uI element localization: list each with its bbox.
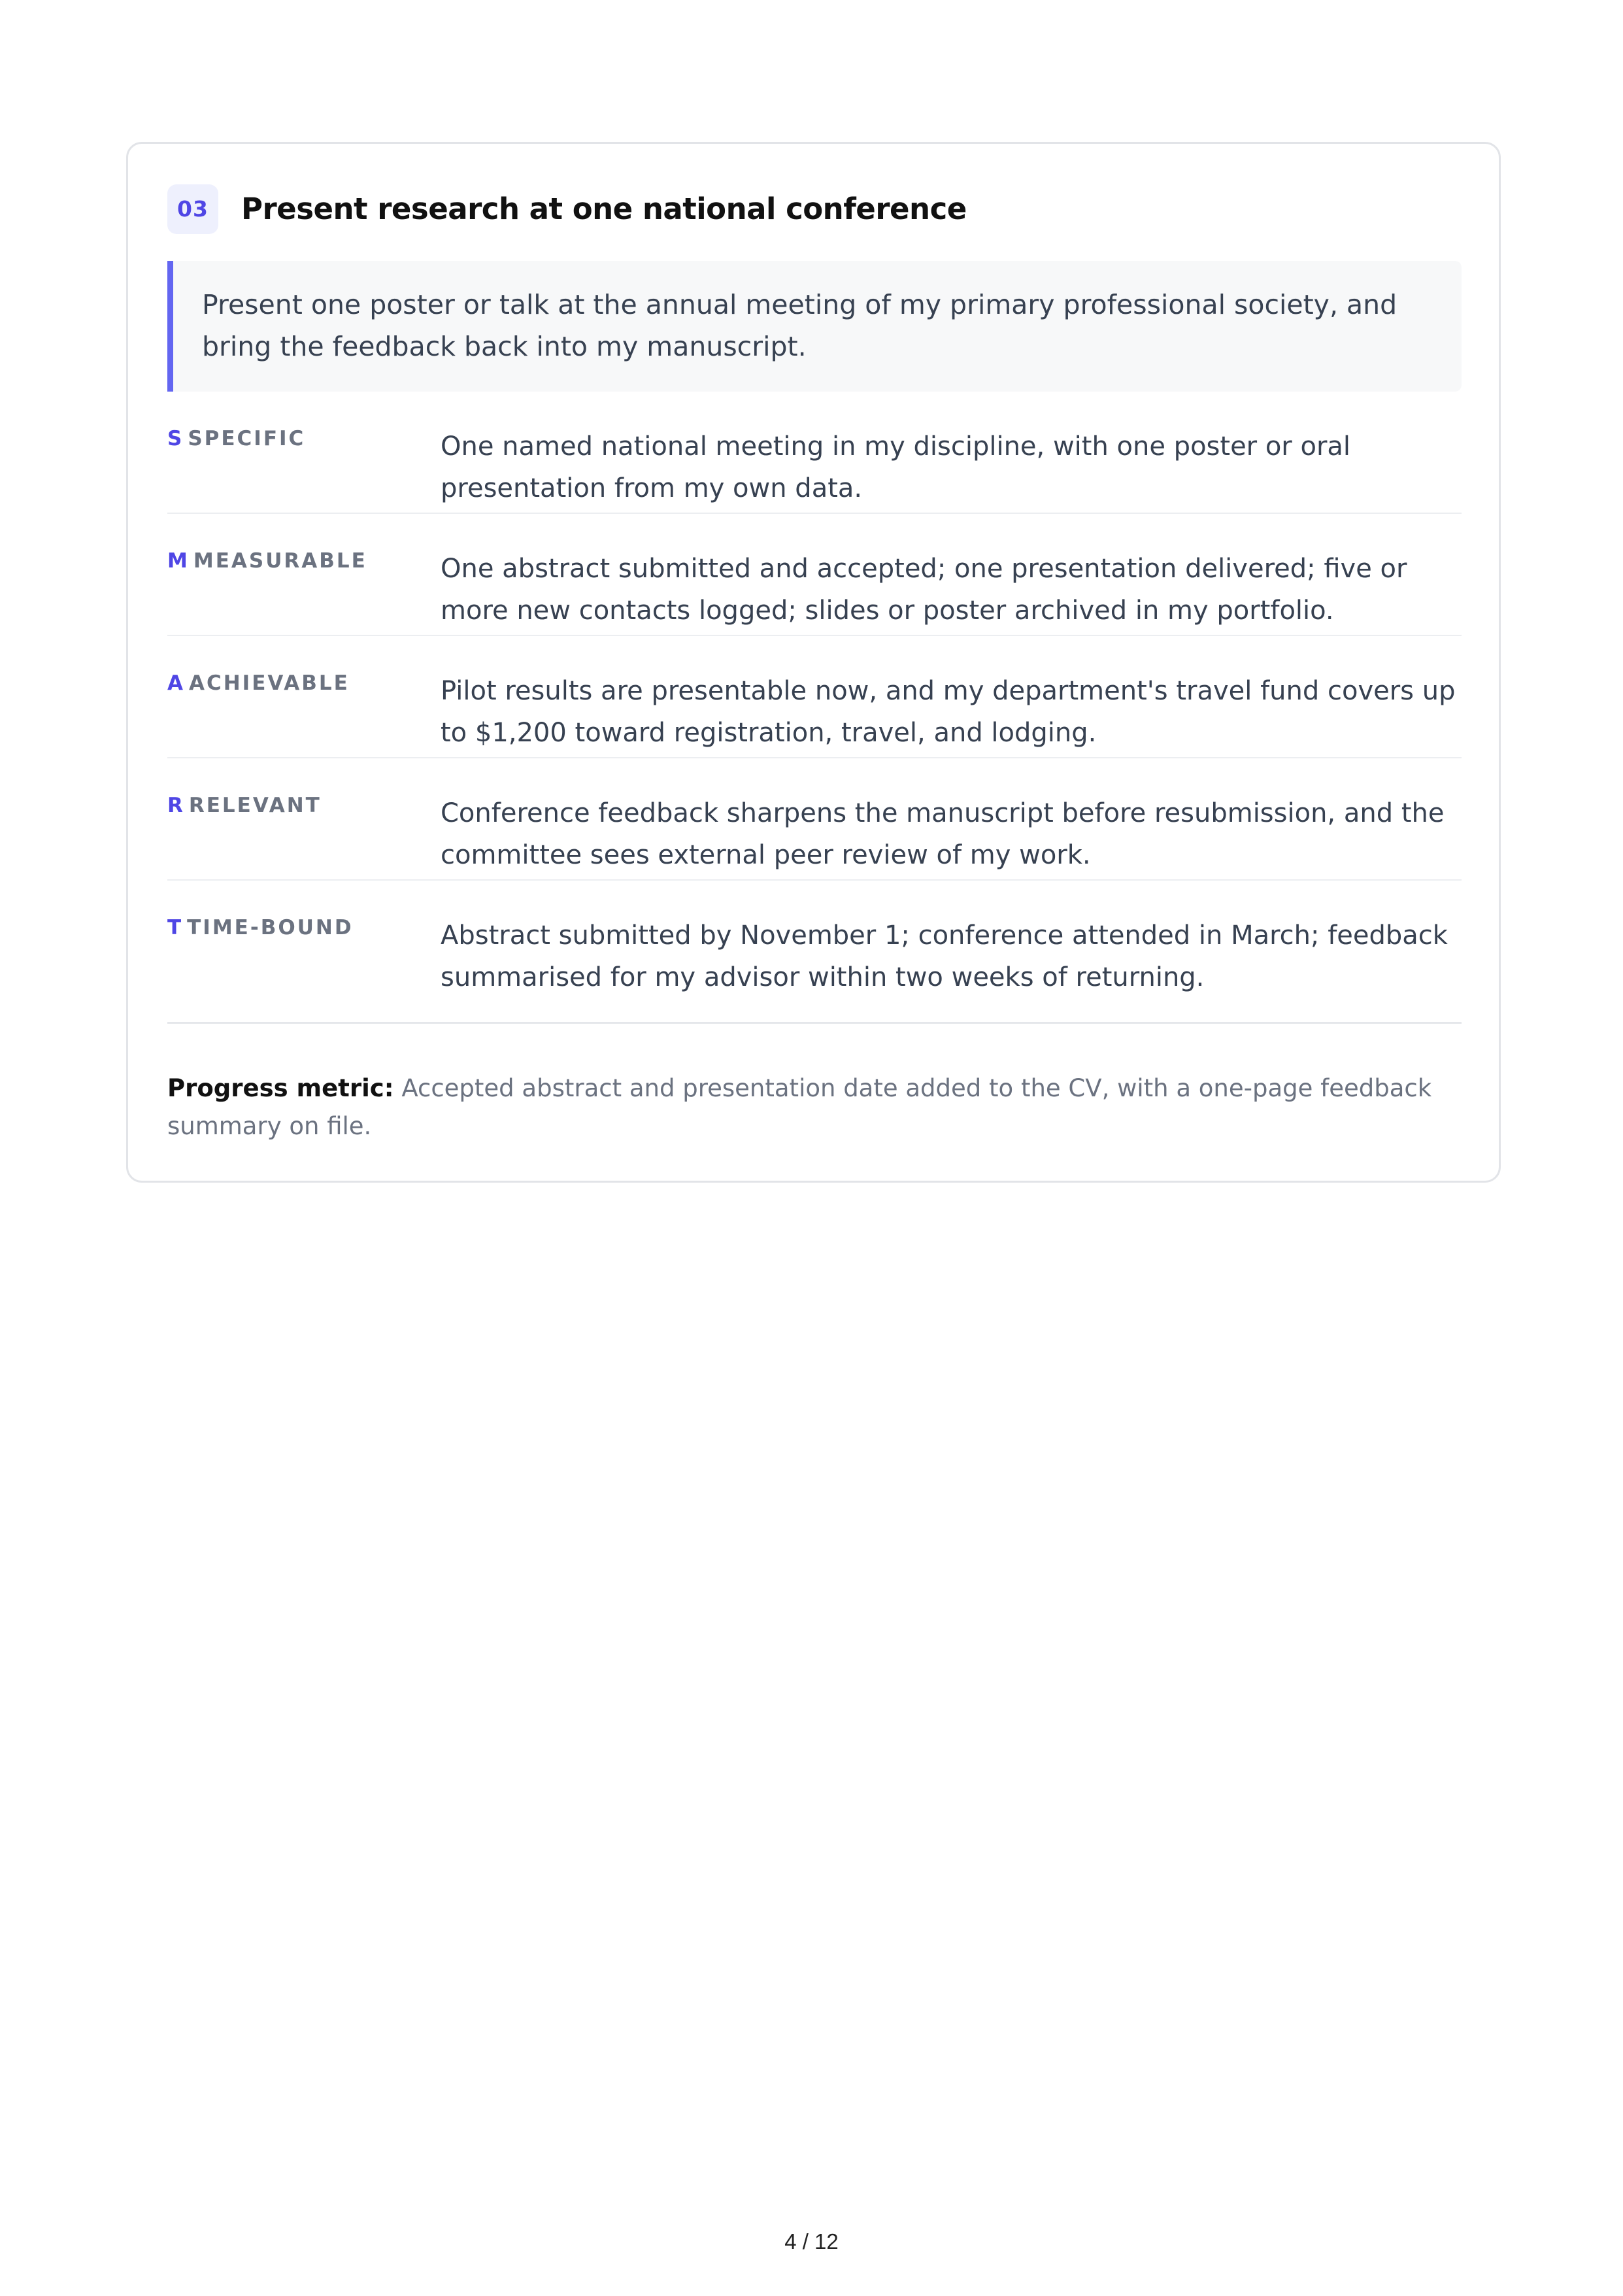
smart-row-achievable [167, 636, 1462, 758]
smart-key [167, 426, 305, 452]
smart-criteria-list [167, 392, 1462, 1024]
goal-title: Present research at one national conference [241, 192, 967, 226]
smart-key [167, 792, 322, 819]
smart-row-relevant [167, 758, 1462, 881]
goal-number-badge: 03 [167, 184, 218, 234]
smart-label: TIME-BOUND [187, 916, 354, 939]
page-number: 4 / 12 [784, 2229, 839, 2254]
goal-statement: Present one poster or talk at the annual meeting of my primary professional society, and bring the feedback back into my manuscript. [167, 261, 1462, 392]
smart-letter: A [167, 671, 185, 695]
smart-label: RELEVANT [188, 794, 322, 817]
goal-card [126, 142, 1501, 1183]
smart-letter: R [167, 794, 185, 817]
smart-description: Pilot results are presentable now, and my department's travel fund covers up to $1,200 toward registration, travel, and lodging. [441, 676, 1456, 748]
smart-letter: M [167, 549, 190, 573]
smart-description: One abstract submitted and accepted; one presentation delivered; five or more new contacts logged; slides or poster archived in my portfolio. [441, 554, 1407, 626]
smart-key [167, 670, 350, 696]
smart-description: One named national meeting in my discipline, with one poster or oral presentation from my own data. [441, 431, 1351, 503]
smart-label: SPECIFIC [188, 427, 306, 450]
smart-key [167, 915, 354, 941]
progress-metric [167, 1070, 1462, 1145]
progress-metric-label: Progress metric: [167, 1074, 394, 1102]
smart-letter: T [167, 916, 184, 939]
smart-row-time-bound [167, 881, 1462, 1024]
smart-letter: S [167, 427, 184, 450]
smart-row-measurable [167, 514, 1462, 636]
smart-label: MEASURABLE [193, 549, 367, 573]
smart-description: Conference feedback sharpens the manuscript before resubmission, and the committee sees external peer review of my work. [441, 798, 1445, 870]
smart-label: ACHIEVABLE [189, 671, 350, 695]
smart-description: Abstract submitted by November 1; conference attended in March; feedback summarised for my advisor within two weeks of returning. [441, 920, 1448, 992]
smart-key [167, 548, 367, 574]
progress-metric-text: Accepted abstract and presentation date added to the CV, with a one-page feedback summary on file. [167, 1074, 1432, 1140]
smart-row-specific [167, 392, 1462, 514]
